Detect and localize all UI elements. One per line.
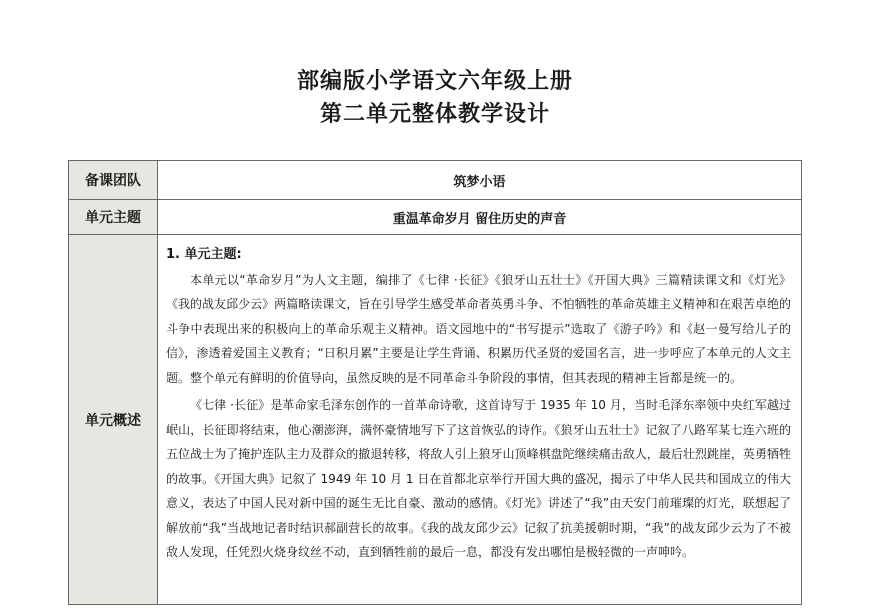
unit-theme-label: 单元主题 (69, 200, 158, 235)
team-label: 备课团队 (69, 161, 158, 200)
overview-heading: 1. 单元主题: (166, 247, 242, 262)
document-subtitle: 第二单元整体教学设计 (319, 102, 550, 127)
document-title: 部编版小学语文六年级上册 (296, 69, 573, 94)
lesson-plan-table (68, 160, 802, 605)
team-value: 筑梦小语 (158, 161, 802, 200)
table-row (69, 161, 802, 200)
table-row (69, 235, 802, 605)
unit-theme-value: 重温革命岁月 留住历史的声音 (158, 200, 802, 235)
unit-overview-label: 单元概述 (69, 235, 158, 605)
overview-paragraph: 本单元以“革命岁月”为人文主题，编排了《七律 ·长征》《狼牙山五壮士》《开国大典》三篇精读课文和《灯光》《我的战友邱少云》两篇略读课文，旨在引导学生感受革命者英勇斗争、不怕牺牲的革命英雄主义精神和在艰苦卓绝的斗争中表现出来的积极向上的革命乐观主义精神。语文园地中的“书写提示”选取了《游子吟》和《赵一曼写给儿子的信》，渗透着爱国主义教育；“日积月累”主要是让学生背诵、积累历代圣贤的爱国名言，进一步呼应了本单元的人文主题。整个单元有鲜明的价值导向，虽然反映的是不同革命斗争阶段的事情，但其表现的精神主旨都是统一的。 (166, 272, 791, 385)
table-row (69, 200, 802, 235)
overview-paragraph: 《七律 ·长征》是革命家毛泽东创作的一首革命诗歌，这首诗写于 1935 年 10 月，当时毛泽东率领中央红军越过岷山，长征即将结束，他心潮澎湃，满怀豪情地写下了这首恢弘的诗作。《狼牙山五壮士》记叙了八路军某七连六班的五位战士为了掩护连队主力及群众的撤退转移，将敌人引上狼牙山顶峰棋盘陀继续痛击敌人，最后壮烈跳崖，英勇牺牲的故事。《开国大典》记叙了 1949 年 10 月 1 日在首都北京举行开国大典的盛况，揭示了中华人民共和国成立的伟大意义，表达了中国人民对新中国的诞生无比自豪、激动的感情。《灯光》讲述了“我”由天安门前璀璨的灯光，联想起了解放前“我”当战地记者时结识郝副营长的故事。《我的战友邱少云》记叙了抗美援朝时期，“我”的战友邱少云为了不被敌人发现，任凭烈火烧身纹丝不动，直到牺牲前的最后一息，都没有发出哪怕是极轻微的一声呻吟。 (166, 398, 791, 559)
unit-overview-content (158, 235, 802, 605)
